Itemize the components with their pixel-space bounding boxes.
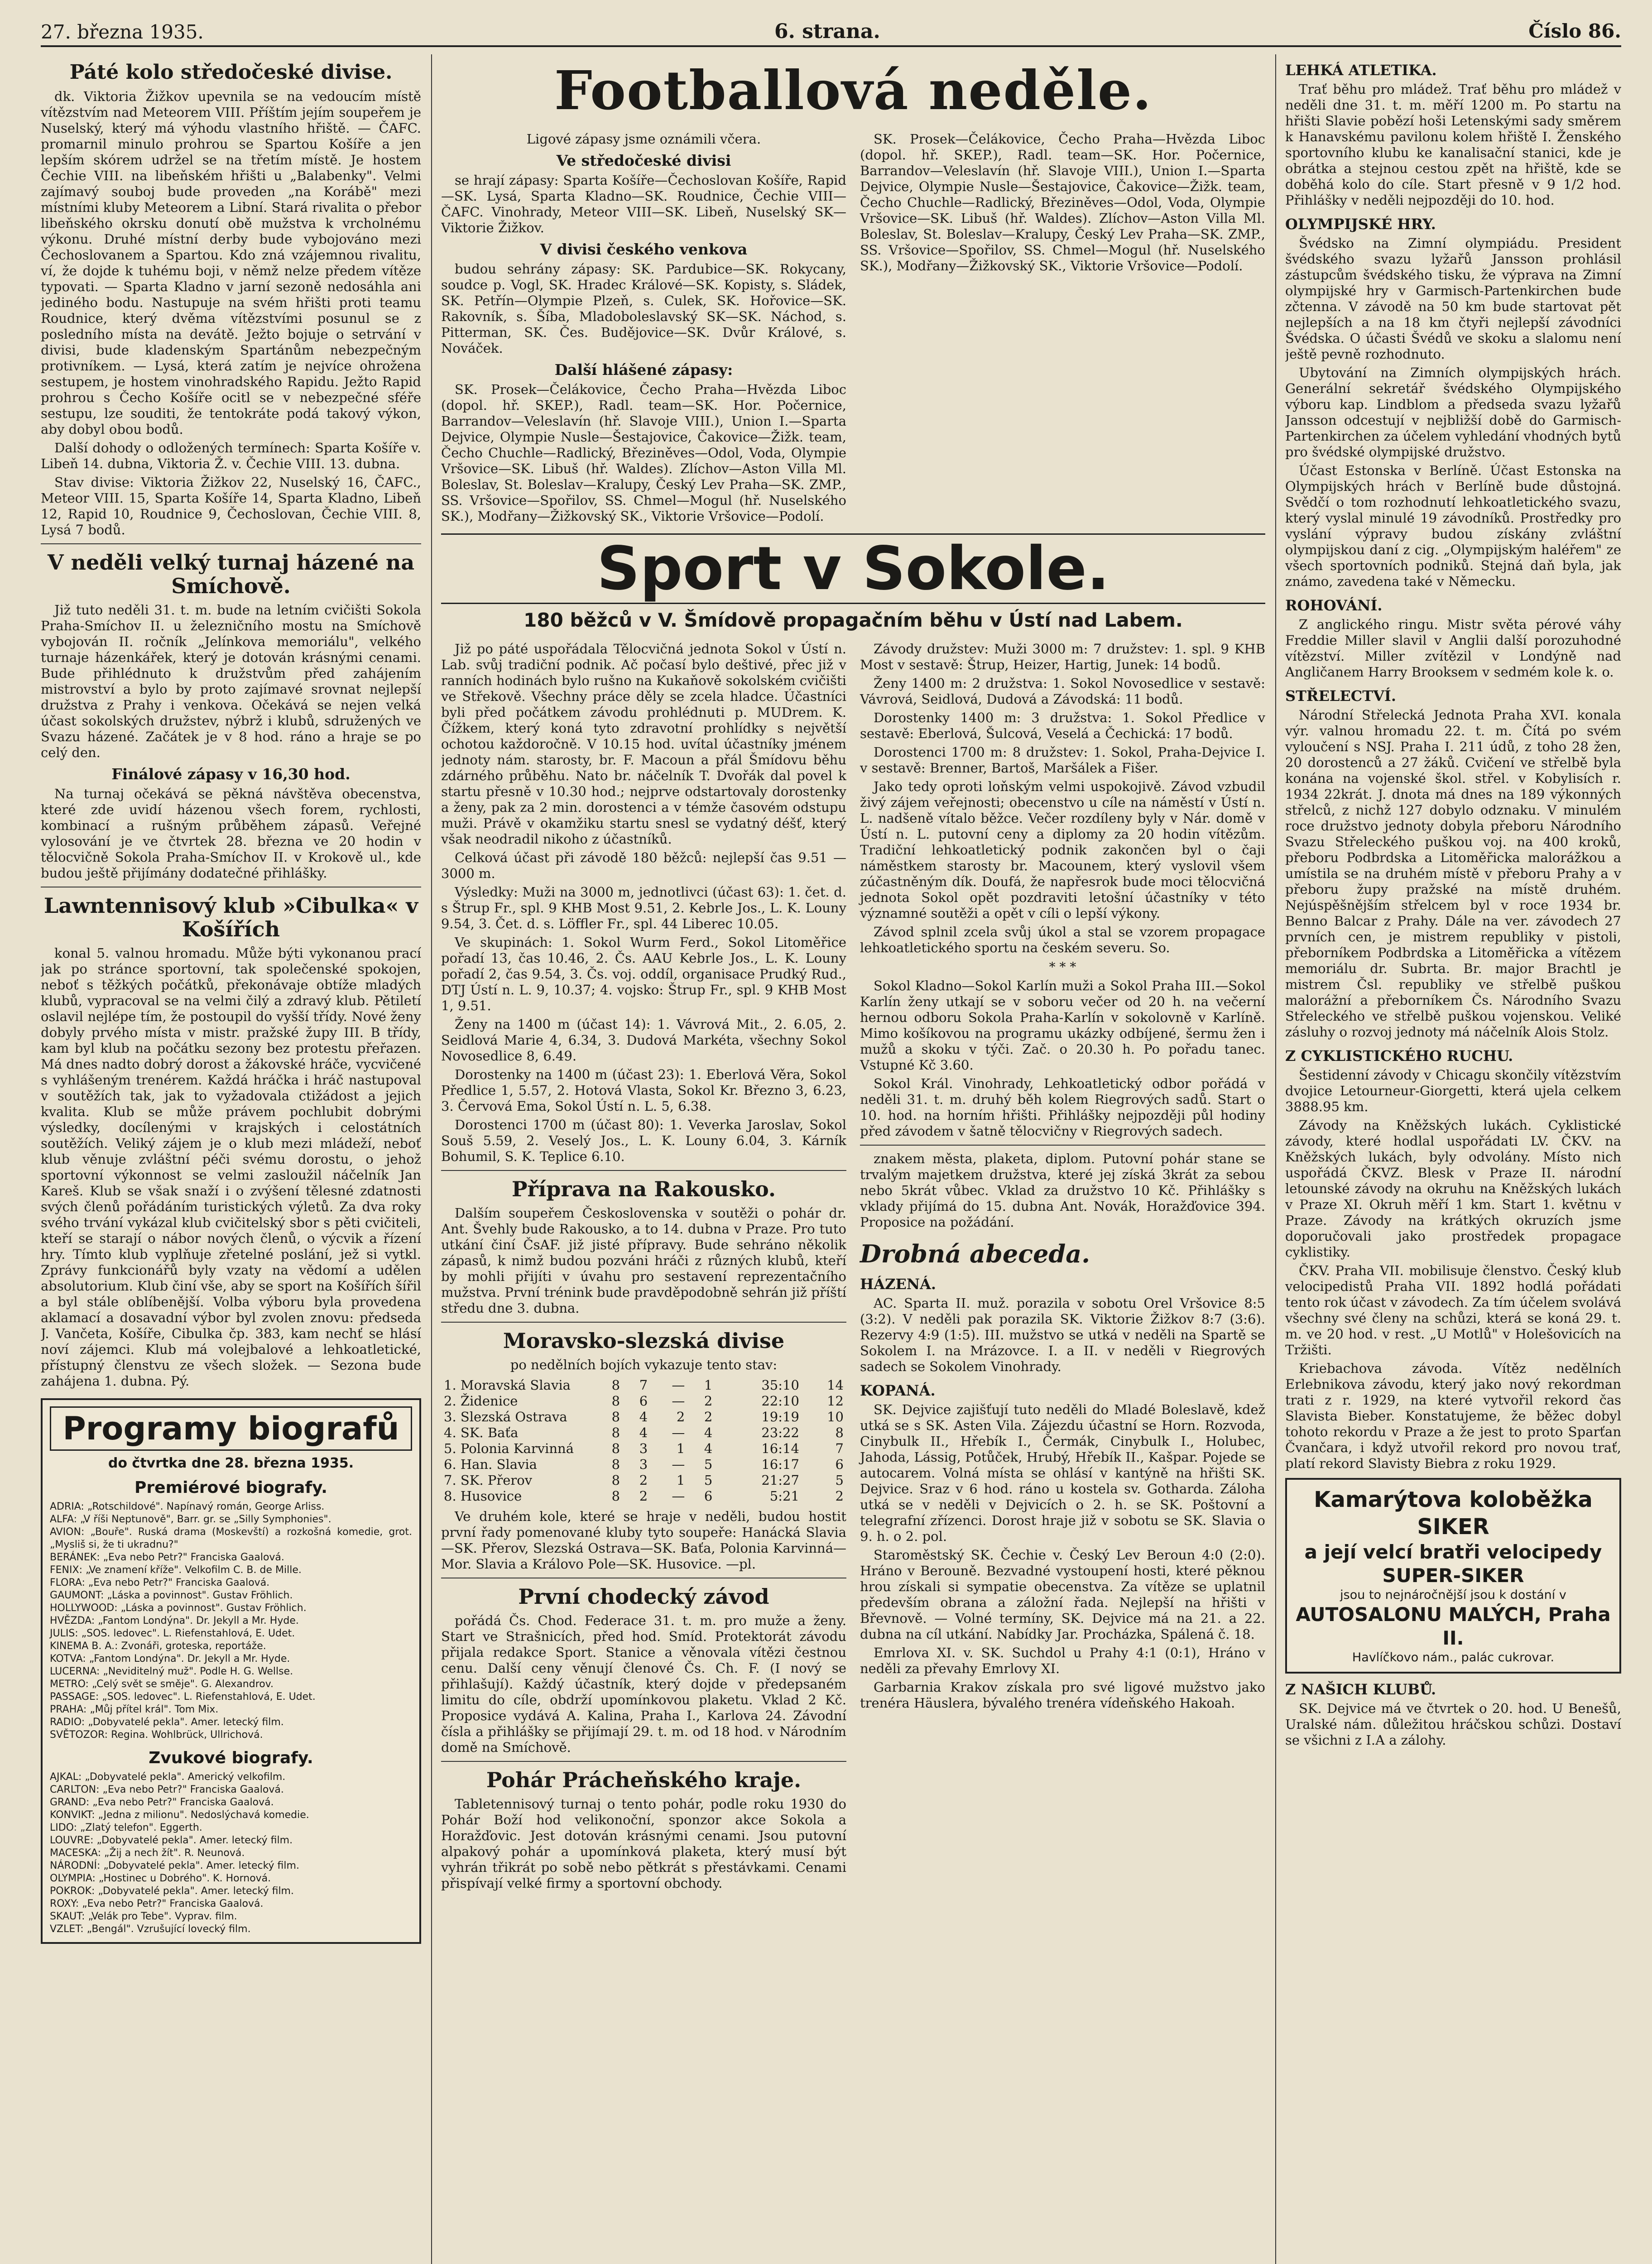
cinema-entry: AJKAL: „Dobyvatelé pekla". Americký velkofilm. [50, 1771, 286, 1783]
cinema-entry: PRAHA: „Můj přítel král". Tom Mix. [50, 1704, 219, 1715]
newspaper-page [41, 18, 1621, 2264]
cinema-entry: ALFA: „V říši Neptunově", Barr. gr. se „Silly Symphonies". [50, 1514, 331, 1525]
paragraph: Šestidenní závody v Chicagu skončily vítězstvím dvojice Letourneur-Giorgetti, která ujela celkem 3888.95 km. [1285, 1067, 1621, 1114]
league-table [441, 1377, 846, 1504]
league-row [441, 1409, 846, 1425]
cinema-entry: VZLET: „Bengál". Vzrušující lovecký film. [50, 1923, 251, 1935]
cinema-entry: KINEMA B. A.: Zvonáři, groteska, reportáže. [50, 1640, 266, 1652]
league-cell: 23:22 [761, 1425, 799, 1440]
section-heading: HÁZENÁ. [860, 1276, 936, 1293]
cinema-entry: HVĚZDA: „Fantom Londýna". Dr. Jekyll a Mr. Hyde. [50, 1615, 299, 1626]
paragraph: konal 5. valnou hromadu. Může býti vykonanou prací jak po stránce sportovní, tak společenské spokojen, neboť s těžkých počátků, překonávaje obtíže mladých klubů, vypracoval se na velmi čilý a zdravý klub. Pětiletí oslavil nejlépe tím, že postoupil do vyšší třídy. Nové ženy dobyly prvého místa v mistr. pražské župy III. B třídy, kam byl klub na počátku sezony bez protestu přeřazen. Má dnes nadto dobrý dorost a žákovské hráče, vycvičené s vyhlášeným trenérem. Každá hráčka i hráč nastupoval v soutěžích tak, jak to vyžadovala ctižádost a jejich kvalita. Klub se může právem pochlubit dobrými výsledky, docílenými v krajských i celostátních soutěžích. Veliký zájem je o klub mezi mládeží, neboť klub věnuje zvláštní péči svému dorostu, o jehož sportovní výkonnost se velmi zasloužil náčelník Jan Kareš. Klub se však snaží i o zvýšení tělesné zdatnosti svých členů pořádáním turistických výletů. Za dva roky svého trvání vykázal klub cvičitelský sbor s pěti cvičiteli, kteří se starají o nábor nových členů, o výcvik a řízení hry. Tímto klub vyplňuje zřetelné poslání, jež si vytkl. Zprávy funkcionářů byly vzaty na vědomí a udělen absolutorium. Klub činí vše, aby se sport na Košířích šířil a byl stále oblíbenější. Volba výboru byla provedena aklamací a dosavadní výbor byl zvolen znovu: předseda J. Vančeta, Košíře, Cibulka čp. 383, kam nechť se hlásí noví zájemci. Klub má volejbalové a lehkoatletické, přístupný členstvu ze všech složek. — Sezona bude zahájena 1. dubna. Pý. [41, 945, 421, 1389]
football-col-right [860, 131, 1265, 527]
cinema-entry: ROXY: „Eva nebo Petr?" Franciska Gaalová. [50, 1898, 264, 1909]
paragraph: Dorostenky 1400 m: 3 družstva: 1. Sokol Předlice v sestavě: Eberlová, Šulcová, Veselá a Čechická: 17 bodů. [860, 710, 1265, 741]
league-row [441, 1377, 846, 1393]
page-number: 6. strana. [774, 20, 880, 43]
team-name: 8. Husovice [444, 1488, 522, 1504]
paragraph: Závod splnil zcela svůj úkol a stal se vzorem propagace lehkoatletického sportu na českém severu. So. [860, 924, 1265, 955]
section-heading: KOPANÁ. [860, 1382, 936, 1399]
league-cell: 19:19 [761, 1409, 799, 1425]
smid-headline: 180 běžců v V. Šmídově propagačním běhu v Ústí nad Labem. [523, 609, 1183, 631]
paragraph: AC. Sparta II. muž. porazila v sobotu Orel Vršovice 8:5 (3:2). V neděli pak porazila SK. Viktorie Žižkov 8:7 (3:6). Rezervy 4:9 (1:5). III. mužstvo se utká v neděli na Spartě se Sokolem I. na Mrázovce. I. a II. v neděli v Riegrových sadech se Sokolem Vinohrady. [860, 1295, 1265, 1374]
football-col-left [441, 131, 846, 527]
cinema-entry: GRAND: „Eva nebo Petr?" Franciska Gaalová. [50, 1797, 274, 1808]
paragraph: pořádá Čs. Chod. Federace 31. t. m. pro muže a ženy. Start ve Strašnicích, před hod. Smíd. Protektorát závodu přijala redakce Sport. Stanice a věnovala vítězi čestnou cenu. Další ceny věnují členové Čs. Ch. F. (I nový se přihlašují). Každý účastník, který dojde v předepsaném limitu do cíle, obdrží upomínkovou plaketu. Vklad 2 Kč. Proposice vydává A. Kalina, Praha I., Karlova 24. Závodní čísla a přihlášky se přijímají 29. t. m. od 18 hod. v Národním domě na Smíchově. [441, 1613, 846, 1755]
league-cell: 2 [835, 1488, 844, 1504]
league-row [441, 1473, 846, 1488]
league-row [441, 1457, 846, 1473]
league-cell: 7 [639, 1377, 648, 1393]
paragraph: dk. Viktoria Žižkov upevnila se na vedoucím místě vítězstvím nad Meteorem VIII. Příštím jejím soupeřem je Nuselský, který má výhodu vlastního hřiště. — ČAFC. promarnil minulo prohrou se Spartou Košíře a jen lepším skórem udržel se na třetím místě. Je hostem Čechie VIII. na libeňském hřišti u „Balabenky". Velmi zajímavý souboj bude proveden „na Korábě" mezi místními kluby Meteorem a Libní. Stará rivalita o přebor libeňského okrsku donutí obě mužstva k vrcholnému výkonu. Druhé místní derby bude vybojováno mezi Čechoslovanem a Spartou. Kdo zná vzájemnou rivalitu, ví, že dojde k tuhému boji, v němž nelze předem vítěze typovati. — Sparta Kladno v jarní sezoně nedosáhla ani jediného bodu. Nastupuje na svém hřišti proti teamu Roudnice, který dvěma vítězstvími posunul se z posledního místa na devátě. Ježto bojuje o setrvání v divisi, bude kladenským Spartánům nebezpečným protivníkem. — Lysá, která zatím je nejvíce ohrožena sestupem, je hostem vinohradského Rapidu. Ježto Rapid prohrou s Čecho Košíře ocitl se v nebezpečné sféře sestupu, lze souditi, že tentokráte podá takový výkon, aby dobyl obou bodů. [41, 89, 421, 437]
cinema-programs-title: Programy biografů [50, 1406, 412, 1451]
paragraph: po nedělních bojích vykazuje tento stav: [510, 1357, 778, 1372]
cinema-programs-box [41, 1398, 421, 1944]
league-cell: 2 [639, 1488, 648, 1504]
issue-date: 27. března 1935. [41, 21, 204, 43]
league-cell: 8 [611, 1473, 620, 1488]
league-cell: 14 [827, 1377, 844, 1393]
league-row [441, 1393, 846, 1409]
paragraph: SK. Dejvice má ve čtvrtek o 20. hod. U Benešů, Uralské nám. důležitou hráčskou schůzi. Dostaví se všichni z I.A a zálohy. [1285, 1701, 1621, 1748]
subheading: Finálové zápasy v 16,30 hod. [111, 765, 351, 783]
league-cell: — [672, 1488, 685, 1504]
cinema-entry: HOLLYWOOD: „Láska a povinnost". Gustav Fröhlich. [50, 1602, 307, 1614]
league-cell: 5:21 [769, 1488, 799, 1504]
ad-subheadline: a její velcí bratři velocipedy SUPER-SIKER [1304, 1541, 1602, 1587]
paragraph: Dalším soupeřem Československa v soutěži o pohár dr. Ant. Švehly bude Rakousko, a to 14. dubna v Praze. Pro tuto utkání činí ČsAF. již jisté přípravy. Bude sehráno několik zápasů, k nimž budou pozváni hráči z různých klubů, kteří by mohli přijíti v úvahu pro sestavení reprezentačního mužstva. První trénink bude pravděpodobně sehrán již příští středu dne 3. dubna. [441, 1205, 846, 1316]
section-heading: ROHOVÁNÍ. [1285, 597, 1383, 614]
league-cell: 1 [704, 1377, 713, 1393]
cinema-entry: KONVIKT: „Jedna z milionu". Nedoslýchavá komedie. [50, 1809, 309, 1821]
league-cell: 8 [611, 1425, 620, 1440]
paragraph: Ligové zápasy jsme oznámili včera. [526, 131, 761, 147]
league-cell: 21:27 [761, 1473, 799, 1488]
league-cell: — [672, 1393, 685, 1409]
cinema-entry: NÁRODNÍ: „Dobyvatelé pekla". Amer. letecký film. [50, 1860, 299, 1871]
premiere-cinemas-heading: Premiérové biografy. [134, 1478, 327, 1497]
cinema-entry: SKAUT: „Velák pro Tebe". Vyprav. film. [50, 1911, 237, 1922]
cinema-entry: LIDO: „Zlatý telefon". Eggerth. [50, 1822, 202, 1833]
league-cell: 1 [676, 1441, 685, 1456]
paragraph: SK. Dejvice zajišťují tuto neděli do Mladé Boleslavě, kdež utká se s SK. Asten Vila. Zájezdu účastní se Horn. Rozvoda, Cinybulk II., Hřebík I., Čermák, Cinybulk I., Holubec, Jahoda, Lássig, Potůček, Hrubý, Hřebík II., Kašpar. Pojede se autocarem. Volná místa se ohlásí v kantýně na hřišti SK. Dejvice. Sraz v 6 hod. ráno u kostela sv. Gotharda. Záloha utká se v neděli v Dejvicích o 2. h. se SK. Poštovní a telegrafní zřízenci. Dorost hraje již v sobotu se SK. Slavia o 9. h. o 2. pol. [860, 1402, 1265, 1544]
subheading: Další hlášené zápasy: [554, 361, 733, 379]
league-cell: 6 [835, 1457, 844, 1472]
column-rule [431, 54, 432, 2264]
league-cell: 12 [827, 1393, 844, 1409]
cinema-entry: SVĚTOZOR: Regina. Wohlbrück, Ullrichová. [50, 1729, 263, 1741]
sokol-col-left [441, 641, 846, 1894]
paragraph: Garbarnia Krakov získala pro své ligové mužstvo jako trenéra Häuslera, bývalého trenéra vídeňského Hakoah. [860, 1679, 1265, 1711]
team-name: 5. Polonia Karvinná [444, 1441, 574, 1456]
league-row [441, 1425, 846, 1441]
cinema-entry: GAUMONT: „Láska a povinnost". Gustav Fröhlich. [50, 1590, 293, 1601]
divider [41, 543, 421, 544]
league-cell: 5 [835, 1473, 844, 1488]
section-heading: Z NAŠICH KLUBŮ. [1285, 1681, 1436, 1698]
football-columns [441, 131, 1265, 527]
tennis-headline: Lawntennisový klub »Cibulka« v Košířích [43, 893, 418, 941]
paragraph: Z anglického ringu. Mistr světa pérové váhy Freddie Miller slavil v Anglii další porozuhodné vítězství. Miller zvítězil v Londýně nad Angličanem Harry Brooksem v sedmém kole k. o. [1285, 617, 1621, 680]
league-cell: — [672, 1425, 685, 1440]
subheading: Ve středočeské divisi [556, 152, 731, 169]
league-cell: 4 [704, 1425, 713, 1440]
league-cell: 5 [704, 1473, 713, 1488]
league-cell: 8 [835, 1425, 844, 1440]
paragraph: Celková účast při závodě 180 běžců: nejlepší čas 9.51 — 3000 m. [441, 850, 846, 881]
cinema-entry: LOUVRE: „Dobyvatelé pekla". Amer. letecký film. [50, 1835, 293, 1846]
sokol-col-right [860, 641, 1265, 1894]
cinema-entry: MACESKA: „Žij a nech žít". R. Neunová. [50, 1847, 245, 1859]
paragraph: Dorostenci 1700 m (účast 80): 1. Veverka Jaroslav, Sokol Souš 5.59, 2. Veselý Jos., L. K. Louny 6.04, 3. Kárník Bohumil, S. K. Teplice 6.10. [441, 1117, 846, 1164]
ad-dealer: AUTOSALONU MALÝCH, Praha II. [1296, 1603, 1611, 1649]
paragraph: Výsledky: Muži na 3000 m, jednotlivci (účast 63): 1. čet. d. s Štrup Fr., spl. 9 KHB Most 9.51, 2. Kebrle Jos., L. K. Louny 9.54, 3. Čet. d. s. Löffler Fr., spl. 44 Liberec 10.05. [441, 884, 846, 931]
paragraph: se hrají zápasy: Sparta Košíře—Čechoslovan Košíře, Rapid—SK. Lysá, Sparta Kladno—SK. Roudnice, Čechie VIII—ČAFC. Vinohrady, Meteor VIII—SK. Libeň, Nuselský SK—Viktorie Žižkov. [441, 173, 846, 235]
team-name: 3. Slezská Ostrava [444, 1409, 567, 1425]
prachen-headline: Pohár Prácheňského kraje. [486, 1768, 802, 1792]
league-cell: 2 [639, 1473, 648, 1488]
divider [441, 1170, 846, 1171]
paragraph: Na turnaj očekává se pěkná návštěva obecenstva, které zde uvidí házenou všech forem, rychlosti, kombinací a rušným průběhem zápasů. Veřejné vylosování je ve čtvrtek 28. března ve 20 hodin v tělocvičně Sokola Praha-Smíchov II. v Krokově ul., kde budou ještě přijímány dodatečné přihlášky. [41, 786, 421, 881]
paragraph: Kriebachova závoda. Vítěz nedělních Erlebnikova závodu, který jako nový rekordman trati z r. 1929, na které vytvořil rekord čas Slavista Bieber. Konstatujeme, že běžec dobyl tohoto rekordu v Praze a že jest to proto Sparťan Čvančara, i když utvořil rekord pro novou trať, platí rekord Slavisty Biebra z roku 1929. [1285, 1361, 1621, 1471]
advertisement [1285, 1478, 1621, 1674]
paragraph: Národní Střelecká Jednota Praha XVI. konala výr. valnou hromadu 22. t. m. Čítá po svém vyloučení s NSJ. Praha I. 211 údů, z toho 28 žen, 20 dorostenců a 27 žáků. Cvičení ve střelbě byla konána na vojenské škol. střel. v Kobylisích r. 1934 22krát. J. dnota má dnes na 189 výkonných střelců, z nichž 127 dobylo odznaku. V minulém roce družstvo jednoty dobyla přeboru Národního Svazu Střeleckého puškou voj. na 400 kroků, přeboru Podbrdska a Litoměřicka malorážkou a umístila se na druhém místě v přeboru Prahy a v přeboru župy pražské na místě druhém. Nejúspěšnějším střelcem byl v roce 1934 br. Benno Balcar z Prahy. Dále na ver. závodech 27 prvních cen, je mistrem republiky v pistoli, přeborníkem Podbrdska a Litoměřicka a vítězem memoriálu dr. Subrta. Br. major Brachtl je mistrem Čsl. republiky ve střelbě puškou malorážní a přeborníkem Čs. Národního Svazu Střeleckého ve střelbě puškou vojenskou. Veliké zásluhy o rozvoj jednoty má náčelník Alois Stolz. [1285, 707, 1621, 1040]
league-cell: 7 [835, 1441, 844, 1456]
league-cell: 22:10 [761, 1393, 799, 1409]
ad-headline: Kamarýtova koloběžka SIKER [1314, 1487, 1593, 1540]
masthead [41, 18, 1621, 47]
sound-cinemas-heading: Zvukové biografy. [149, 1749, 313, 1767]
paragraph: Sokol Kladno—Sokol Karlín muži a Sokol Praha III.—Sokol Karlín ženy utkají se v soboru večer od 20 h. na večerní hernou odboru Sokola Praha-Karlín v sokolovně v Karlíně. Mimo košíkovou na programu ukázky odbíjené, šermu žen i mužů a skoku v týči. Zač. o 20.30 h. Po pořadu tanec. Vstupné Kč 3.60. [860, 978, 1265, 1073]
paragraph: Ve druhém kole, které se hraje v neděli, budou hostit první řady pomenované kluby tyto soupeře: Hanácká Slavia—SK. Přerov, Slezská Ostrava—SK. Baťa, Polonia Karvinná—Mor. Slavia a Královo Pole—SK. Husovice. —pl. [441, 1509, 846, 1572]
league-cell: 16:14 [761, 1441, 799, 1456]
section-heading: Z CYKLISTICKÉHO RUCHU. [1285, 1047, 1513, 1065]
section-heading: STŘELECTVÍ. [1285, 687, 1397, 705]
paragraph: Tabletennisový turnaj o tento pohár, podle roku 1930 do Pohár Boží hod velikonoční, sponzor akce Sokola a Horažďovic. Jest dotován krásnými cenami. Jsou putovní alpakový pohár a upomínková plaketa, který musí být vyhrán třikrát po sobě nebo pětkrát s přestávkami. Cenami přispívají velké firmy a sportovní obchody. [441, 1796, 846, 1891]
cinema-entry: PASSAGE: „SOS. ledovec". L. Riefenstahlová, E. Udet. [50, 1691, 316, 1703]
section-heading: OLYMPIJSKÉ HRY. [1285, 216, 1436, 233]
hazena-headline: V neděli velký turnaj házené na Smíchově. [47, 550, 415, 598]
sokol-columns [441, 641, 1265, 1894]
paragraph: Sokol Král. Vinohrady, Lehkoatletický odbor pořádá v neděli 31. t. m. druhý běh kolem Riegrových sadů. Start o 10. hod. na horním hřišti. Přihlášky nejpozději půl hodiny před závodem v šatně tělocvičny v Riegrových sadech. [860, 1076, 1265, 1139]
cinema-entry: ADRIA: „Rotschildové". Napínavý román, George Arliss. [50, 1501, 325, 1512]
paragraph: Ubytování na Zimních olympijských hrách. Generální sekretář švédského Olympijského výboru kap. Lindblom a předseda svazu lyžařů Jansson odcestují v nejbližší době do Garmisch-Partenkirchen za účelem vyhledání vhodných bytů pro švédské olympijské družstvo. [1285, 365, 1621, 460]
paragraph: Trať běhu pro mládež. Trať běhu pro mládež v neděli dne 31. t. m. měří 1200 m. Po startu na hřišti Slavie pobězí hoši Letenskými sady směrem k Hanavskému pavilonu kolem hřiště I. Ženského sportovního klubu ke kanalisační stanici, kde je obrátka a stejnou cestou zpět na hřiště, kde se doběhá kolo do cíle. Start přesně v 9 1/2 hod. Přihlášky v neděli nejpozději do 10. hod. [1285, 82, 1621, 208]
paragraph: Dorostenky na 1400 m (účast 23): 1. Eberlová Věra, Sokol Předlice 1, 5.57, 2. Hotová Vlasta, Sokol Kr. Březno 3, 6.23, 3. Červová Ema, Sokol Ústí n. L. 5, 6.38. [441, 1067, 846, 1114]
paragraph: Závody družstev: Muži 3000 m: 7 družstev: 1. spl. 9 KHB Most v sestavě: Štrup, Heizer, Hartig, Junek: 14 bodů. [860, 641, 1265, 672]
issue-number: Číslo 86. [1528, 20, 1621, 42]
paragraph: Staroměstský SK. Čechie v. Český Lev Beroun 4:0 (2:0). Hráno v Berouně. Bezvadné vystoupení hosti, které pěknou hrou získali si sympatie obecenstva. Za vítěze se uplatnil především obrana a záložní řada. Nejlepší na hřišti v Břevnově. — Volné termíny, SK. Dejvice má na 21. a 22. dubna na cíl utkání. Nabídky Jar. Procházka, Spálená č. 18. [860, 1547, 1265, 1642]
cinema-entry: METRO: „Celý svět se směje". G. Alexandrov. [50, 1679, 274, 1690]
cinema-entry: POKROK: „Dobyvatelé pekla". Amer. letecký film. [50, 1885, 294, 1897]
ad-address: Havlíčkovo nám., palác cukrovar. [1352, 1650, 1555, 1664]
paragraph: znakem města, plaketa, diplom. Putovní pohár stane se trvalým majetkem družstva, které jej získá 3krát za sebou nebo 5krát vůbec. Vklad za družstvo 10 Kč. Přihlášky s vklady přijímá do 15. dubna Ant. Novák, Horažďovice 394. Proposice na požádání. [860, 1151, 1265, 1230]
divise-headline: Páté kolo středočeské divise. [69, 61, 393, 84]
league-row [441, 1441, 846, 1457]
paragraph: Emrlova XI. v. SK. Suchdol u Prahy 4:1 (0:1), Hráno v neděli za převahy Emrlovy XI. [860, 1645, 1265, 1676]
league-cell: 2 [676, 1409, 685, 1425]
paragraph: Ženy na 1400 m (účast 14): 1. Vávrová Mit., 2. 6.05, 2. Seidlová Marie 4, 6.34, 3. Dudová Markéta, všechny Sokol Novosedlice 8, 6.49. [441, 1017, 846, 1064]
paragraph: Dorostenci 1700 m: 8 družstev: 1. Sokol, Praha-Dejvice I. v sestavě: Brenner, Bartoš, Maršálek a Fišer. [860, 744, 1265, 776]
cinema-entry: FLORA: „Eva nebo Petr?" Franciska Gaalová. [50, 1577, 270, 1588]
cinema-entry: CARLTON: „Eva nebo Petr?" Franciska Gaalová. [50, 1784, 284, 1795]
league-cell: — [672, 1377, 685, 1393]
cinema-programs-subtitle: do čtvrtka dne 28. března 1935. [108, 1455, 354, 1471]
league-cell: 6 [639, 1393, 648, 1409]
league-row [441, 1488, 846, 1504]
premiere-cinemas-list [50, 1501, 412, 1741]
league-cell: 8 [611, 1377, 620, 1393]
sound-cinemas-list [50, 1771, 412, 1936]
divider [441, 1322, 846, 1323]
paragraph: Stav divise: Viktoria Žižkov 22, Nuselský 16, ČAFC., Meteor VIII. 15, Sparta Košíře 14, Sparta Kladno, Libeň 12, Rapid 10, Roudnice 9, Čechoslovan, Čechie VIII. 8, Lysá 7 bodů. [41, 475, 421, 537]
league-cell: 8 [611, 1488, 620, 1504]
paragraph: Švédsko na Zimní olympiádu. President švédského svazu lyžařů Jansson prohlásil zástupcům švédského tisku, že výprava na Zimní olympijské hry v Garmisch-Partenkirchen bude zčtenna. V závodě na 50 km bude startovat pět nejlepších a na 18 km čtyři nejlepší závodníci Švédska. O účasti Švédů ve skoku a slalomu není ještě pevně rozhodnuto. [1285, 235, 1621, 362]
team-name: 6. Han. Slavia [444, 1457, 537, 1472]
paragraph: SK. Prosek—Čelákovice, Čecho Praha—Hvězda Liboc (dopol. hř. SKEP.), Radl. team—SK. Hor. Počernice, Barrandov—Veleslavín (hř. Slavoje VIII.), Union I.—Sparta Dejvice, Olympie Nusle—Šestajovice, Čakovice—Žižk. team, Čecho Chuchle—Radlický, Březiněves—Odol, Voda, Olympie Vršovice—SK. Libuš (hř. Waldes). Zlíchov—Aston Villa Ml. Boleslav, St. Boleslav—Kralupy, Český Lev Praha—SK. ZMP., SS. Vršovice—Spořilov, SS. Chmel—Mogul (hř. Nuselského SK.), Modřany—Žižkovský SK., Viktorie Vršovice—Podolí. [441, 382, 846, 524]
column-2-3 [441, 54, 1265, 2264]
paragraph: Ve skupinách: 1. Sokol Wurm Ferd., Sokol Litoměřice pořadí 13, čas 10.46, 2. Čs. AAU Kebrle Jos., L. K. Louny pořadí 2, čas 9.54, 3. Čs. voj. oddíl, organisace Prudký Rud., DTJ Ústí n. L. 9, 10.37; 4. vojsko: Štrup Fr., spl. 9 KHB Most 1, 9.51. [441, 935, 846, 1013]
league-cell: 16:17 [761, 1457, 799, 1472]
paragraph: Již tuto neděli 31. t. m. bude na letním cvičišti Sokola Praha-Smíchov II. u železničního mostu na Smíchově vybojován II. ročník „Jelínkova memoriálu", velkého turnaje házenkářek, který je dotován krásnými cenami. Bude přihlédnuto k družstvům před zahájením mistrovství a bylo by proto zajímavé srovnat nejlepší družstva z Prahy i venkova. Očekává se nejen velká účast sokolských družstev, nýbrž i klubů, sdružených ve Svazu házené. Začátek je v 8 hod. ráno a hraje se po celý den. [41, 602, 421, 760]
league-cell: 4 [639, 1409, 648, 1425]
paragraph: Již po páté uspořádala Tělocvičná jednota Sokol v Ústí n. Lab. svůj tradiční podnik. Ač počasí bylo deštivé, přec již v ranních hodinách bylo rušno na Kukaňově sokolském cvičišti ve Střekově. Všechny práce děly se zcela hladce. Účastníci byli před počátkem závodu prohlédnuti p. MUDrem. K. Čížkem, který koná tyto zdravotní prohlídky s největší ochotou každoročně. V 10.15 hod. uvítal účastníky jménem jednoty nám. starosty, br. F. Macoun a přál Šmídovu běhu zdárného průběhu. Nato br. náčelník T. Dvořák dal povel k startu přesně v 10.30 hod.; nejprve odstartovaly dorostenky a ženy, pak za 2 min. dorostenci a v témže časovém odstupu muži. Právě v okamžiku startu snesl se vydatný déšť, který však neodradil nikoho z účastníků. [441, 641, 846, 847]
sokol-headline: Sport v Sokole. [441, 533, 1265, 604]
cinema-entry: LUCERNA: „Neviditelný muž". Podle H. G. Wellse. [50, 1666, 293, 1677]
moravsko-headline: Moravsko-slezská divise [503, 1329, 785, 1353]
paragraph: Jako tedy oproti loňským velmi uspokojivě. Závod vzbudil živý zájem veřejnosti; obecenstvo u cíle na náměstí v Ústí n. L. nadšeně vítalo běžce. Večer rozdíleny byly v Nár. domě v Ústí n. L. putovní ceny a diplomy za 20 hodin vítězům. Tradiční lehkoatletický podnik zakončen byl o čaji náměstkem starosty br. Macounem, který vyslovil všem zúčastněným dík. Doufá, že napřesrok bude moci tělocvičná jednota Sokol opět pozdraviti letošní účastníky v této významné soutěži a opět v cíli o lepší výkony. [860, 779, 1265, 921]
team-name: 2. Židenice [444, 1393, 518, 1409]
divider [441, 1761, 846, 1762]
ad-text: jsou to nejnáročnější jsou k dostání v [1340, 1588, 1566, 1602]
cinema-entry: KOTVA: „Fantom Londýna". Dr. Jekyll a Mr. Hyde. [50, 1653, 290, 1664]
cinema-entry: AVION: „Bouře". Ruská drama (Moskevští) a rozkošná komedie, grot. „Mysliš si, že ti ukradnu?" [50, 1526, 412, 1550]
league-cell: 8 [611, 1409, 620, 1425]
league-cell: 8 [611, 1457, 620, 1472]
league-cell: 8 [611, 1393, 620, 1409]
drobna-headline: Drobná abeceda. [860, 1239, 1090, 1268]
cinema-entry: FENIX: „Ve znamení kříže". Velkofilm C. B. de Mille. [50, 1564, 302, 1576]
rakousko-headline: Příprava na Rakousko. [511, 1177, 776, 1201]
league-cell: 3 [639, 1441, 648, 1456]
league-cell: 10 [827, 1409, 844, 1425]
cinema-entry: BERÁNEK: „Eva nebo Petr?" Franciska Gaalová. [50, 1552, 284, 1563]
column-rule [1275, 54, 1276, 2264]
paragraph: ČKV. Praha VII. mobilisuje členstvo. Český klub velocipedistů Praha VII. 1892 hodlá pořádati tento rok účast v závodech. Za tím účelem svolává všechny své členy na schůzi, která se koná 29. t. m. ve 20 hod. v rest. „U Motlů" v Holešovicích na Tržišti. [1285, 1263, 1621, 1357]
chodecky-headline: První chodecký závod [518, 1584, 769, 1609]
column-4 [1285, 54, 1621, 2264]
paragraph: budou sehrány zápasy: SK. Pardubice—SK. Rokycany, soudce p. Vogl, SK. Hradec Králové—SK. Kopisty, s. Sládek, SK. Petřín—Olympie Plzeň, s. Culek, SK. Hořovice—SK. Rakovník, s. Šíba, Mladoboleslavský SK—SK. Náchod, s. Pitterman, SK. Čes. Budějovice—SK. Dvůr Králové, s. Nováček. [441, 261, 846, 356]
football-headline: Footballová neděle. [554, 59, 1153, 122]
league-cell: 5 [704, 1457, 713, 1472]
subheading: V divisi českého venkova [540, 240, 748, 258]
team-name: 1. Moravská Slavia [444, 1377, 571, 1393]
league-cell: 35:10 [761, 1377, 799, 1393]
cinema-entry: OLYMPIA: „Hostinec u Dobrého". K. Hornová. [50, 1873, 271, 1884]
column-1 [41, 54, 421, 2264]
league-cell: — [672, 1457, 685, 1472]
paragraph: Ženy 1400 m: 2 družstva: 1. Sokol Novosedlice v sestavě: Vávrová, Seidlová, Dudová a Závodská: 11 bodů. [860, 676, 1265, 707]
divider [860, 1145, 1265, 1146]
team-name: 7. SK. Přerov [444, 1473, 533, 1488]
league-cell: 1 [676, 1473, 685, 1488]
league-cell: 2 [704, 1409, 713, 1425]
league-cell: 2 [704, 1393, 713, 1409]
league-cell: 4 [704, 1441, 713, 1456]
league-cell: 3 [639, 1457, 648, 1472]
separator: * * * [1049, 959, 1076, 974]
league-cell: 6 [704, 1488, 713, 1504]
cinema-entry: JULIS: „SOS. ledovec". L. Riefenstahlová, E. Udet. [50, 1628, 295, 1639]
section-heading: LEHKÁ ATLETIKA. [1285, 62, 1437, 79]
team-name: 4. SK. Baťa [444, 1425, 519, 1440]
paragraph: Závody na Kněžských lukách. Cyklistické závody, které hodlal uspořádati LV. ČKV. na Kněžských lukách, byly odvolány. Místo nich uspořádá ČKVZ. Blesk v Praze II. národní letounské závody na okruhu na Kněžských lukách v Praze XI. Okruh měří 1 km. Start 1. květnu v Praze. Závody na krátkých okruzích jsme doporučovali jako prostředek propagace cyklistiky. [1285, 1118, 1621, 1260]
paragraph: SK. Prosek—Čelákovice, Čecho Praha—Hvězda Liboc (dopol. hř. SKEP.), Radl. team—SK. Hor. Počernice, Barrandov—Veleslavín (hř. Slavoje VIII.), Union I.—Sparta Dejvice, Olympie Nusle—Šestajovice, Čakovice—Žižk. team, Čecho Chuchle—Radlický, Březiněves—Odol, Voda, Olympie Vršovice—SK. Libuš (hř. Waldes). Zlíchov—Aston Villa Ml. Boleslav, St. Boleslav—Kralupy, Český Lev Praha—SK. ZMP., SS. Vršovice—Spořilov, SS. Chmel—Mogul (hř. Nuselského SK.), Modřany—Žižkovský SK., Viktorie Vršovice—Podolí. [860, 131, 1265, 273]
paragraph: Další dohody o odložených termínech: Sparta Košíře v. Libeň 14. dubna, Viktoria Ž. v. Čechie VIII. 13. dubna. [41, 440, 421, 471]
league-cell: 4 [639, 1425, 648, 1440]
cinema-entry: RADIO: „Dobyvatelé pekla". Amer. letecký film. [50, 1717, 284, 1728]
league-cell: 8 [611, 1441, 620, 1456]
paragraph: Účast Estonska v Berlíně. Účast Estonska na Olympijských hrách v Berlíně bude důstojná. Svědčí o tom rozhodnutí lehkoatletického svazu, který vyslal minulé 19 závodníků. Prostředky pro vyslání výpravy budou získány zvláštní olympijskou daní z cig. „Olympijským haléřem" ze všech sportovních podniků. Stejná daň byla, jak známo, zavedena také v Německu. [1285, 463, 1621, 589]
